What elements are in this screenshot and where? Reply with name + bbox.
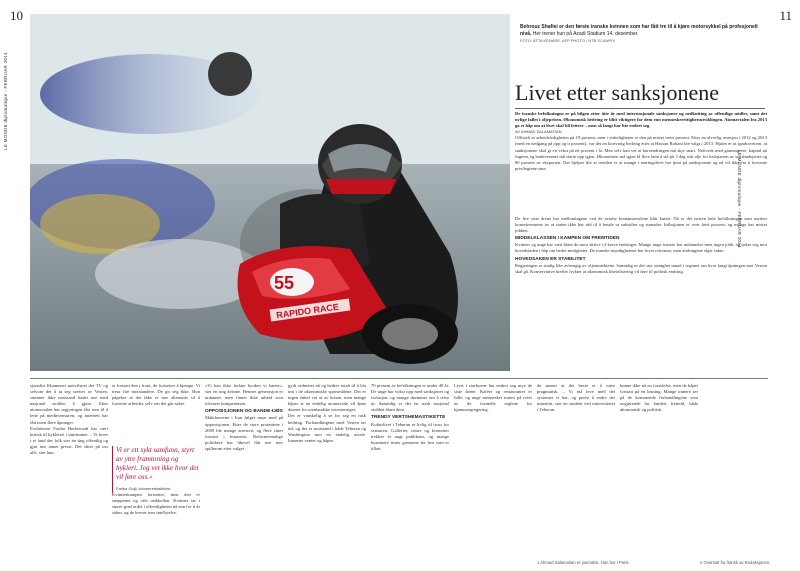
lower-text-7: gydt ordnetiet nå og hedrer totalt til å bla inn i de økonomiske spørsmålene. Det er ingen enkel vei ut av krisen, men mange håper at en endelig atomavtale vil åpne dørene for utenlandske investeringer.	[288, 383, 366, 413]
pull-quote-text: Vi er ett sykt samfunn, styrt av ytre framtoning og hykleri. Jeg vet ikke hvor det vil føre oss.»	[116, 446, 199, 481]
photo-illustration	[30, 14, 510, 371]
lower-text-6: Makthaverne i Iran følger nøye med på opposisjonen. Etter de store protestene i 2009 ble mange arrestert, og flere sitter fortsatt i husarrest. Reformvennlige politikere har likevel fått noe mer spillerom etter valget.	[205, 415, 283, 451]
lower-column-8	[620, 383, 698, 555]
page-number-right: 11	[779, 8, 792, 23]
footnote-2: 2 Oversatt fra fransk av Redaksjonen.	[700, 560, 771, 565]
section-divider	[30, 378, 768, 379]
caption-text: Her trener hun på Azadi Stadium 14. desember.	[532, 30, 639, 37]
subhead-1: MIDDELKLASSEN I KAMPEN OM FREMTIDEN	[515, 236, 620, 242]
lower-text-5: «Vi kan ikke forlate byrden vi bærer», sier en ung kvinne. Hennes generasjon er utdannet, men finner ikke arbeid som tilsvarer kompetansen.	[205, 383, 283, 407]
lower-column-1	[30, 383, 108, 563]
page-number-left: 10	[10, 8, 23, 23]
lower-text-4: Kvinneskampen fortsetter, men den er sneppenet og ofte usikkelbar. Kvinner tar i større grad ordet i offentligheten nå enn for ti år siden, og de krever mer innflytelse.	[112, 492, 200, 516]
lower-column-2	[112, 383, 200, 441]
lower-text-13: kunne ikke nå en forståelse, men de håpet fortsatt på en løsning. Mange iranere ser på de kommende forhandlingene som avgjørende for landets fremtid, både økonomisk og politisk.	[620, 383, 698, 413]
bike-number: 55	[273, 273, 295, 293]
article-byline: AV AHMAD SALAMATIAN	[515, 129, 562, 135]
lower-column-3	[205, 383, 283, 563]
lower-column-4	[288, 383, 366, 563]
lower-text-2: Forfatteren Fariba Hachtroudi har vært kritisk til hykleriet i samfunnet. – Vi lever i et land der folk sier én ting offentlig og gjør noe annet privat. Det sliter på oss alle, sier hun.	[30, 425, 108, 456]
lower-text-12: de mener at det beste er å være pragmatisk. – Vi må leve med det systemet vi har, og prøve å endre det innenfra, sier en student ved universitetet i Teheran.	[537, 383, 615, 413]
footnote-1: 1 Ahmad Salamatian er journalist. Han bor i Paris.	[537, 560, 630, 565]
subhead-3: OPPOSISJONEN OG BANDE-IJØS	[205, 409, 283, 415]
lower-text-10: Kulturlivet i Teheran er livlig til tross for sensuren. Gallerier, teatre og konserter trekker et ungt publikum, og mange kunstnere tester grensene for hva som er tillatt.	[371, 421, 449, 451]
lower-text-1: sjonalist Khamenei motvilsnet det TV og selvom det å ta seg uretter av Vesten, summer ikke motstand hadet noe med nasjonal stolthet å gjøre. Etter atomavtalen har regjeringen fått rom til å lette på mediesensuren, og internett har fått noen flere åpninger.	[30, 383, 108, 425]
article-body-1: Offisielt er arbeidsledigheten på 19 prosent, men i virkeligheten er den på mistet tretti prosent. Etter en alvorlig resesjon i 2012 og 2013 (med en nedgang på opp og ti prosent), var det en kortvarig bedring etter at Hassan Rohani ble valgt i 2013. Hjulet er ut sparkoveiern, at sanksjonene skal gi en vekst på ett prosent i år. Men selv han vet at kursendringen må skje snart. Nettverk med garnangrere, kapital nå fugtens og bankvesenet må starte opp igjen. Økonomien må igjen få flere bein å stå på. I dag står olje for halvparten av statsbudsjettet og 80 prosent av eksporten. Det hjelper lite at trenden er at mange i næringslivet har tjent på sanksjonene og nå vil ikke fra å forvente privilegiene sine.	[515, 135, 767, 171]
lower-column-5	[371, 383, 449, 563]
subhead-4: TRENDY VERTSHEMASTIKETTE	[371, 415, 446, 421]
vertical-publication-label-left: LE MONDE diplomatique - FEBRUAR 2014	[3, 52, 8, 150]
vertical-publication-label-right: LE MONDE diplomatique - FEBRUAR 2014	[737, 150, 743, 248]
subhead-2: HOVEDSAKEN ER STABILITET	[515, 256, 586, 262]
article-headline: Livet etter sanksjonene	[515, 80, 765, 109]
lower-text-8: Det er vanskelig å se for seg en rask bedring. Forhandlingene med Vesten tar tid, og det er motstand i både Teheran og Washington mot en endelig avtale. Iranerne venter og håper.	[288, 413, 366, 443]
lower-column-6	[454, 383, 532, 563]
pull-quote	[112, 446, 200, 493]
lower-text-9: 70 prosent av befolkningen er under 40 år. De unge har vokst opp med sanksjoner og isolasjon, og mange drømmer om å reise ut. Samtidig er det en sterk nasjonal stolthet blant dem.	[371, 383, 449, 413]
lower-text-11: Livet i storbyene har endret seg mye de siste årene. Kaféer og restauranter er fulle, og unge mennesker møtes på tvers av de formelle reglene for kjønnssegregering.	[454, 383, 532, 413]
motorcycle-photo	[30, 14, 510, 371]
article-lead-block	[515, 111, 767, 214]
pull-quote-source: Fariba Golji, kvinnerettsaktivist	[116, 486, 171, 491]
lower-column-2b	[112, 492, 200, 564]
lower-text-3: er fortsatt den i front, de fortsetter å kjempe. Vi treur fire motstandere. De gir seg ikke. Hun påpeker at det ikke er noe alternativ til å fortsette arbeidet, selv om det går sakte.	[112, 383, 200, 407]
article-lead: De iranske befolkningen er på bilgen etter åtte år med internasjonale sanksjoner og nedkutting av offentlige midler, samt det nylige fallet i oljeprisen. Økonomisk bedring er blitt viktigere for dem enn menneskerettighetsutviklingen. Atomavtalen fra 2013 ga et håp om at livet skal bli lettere – men så langt har lite endret seg.	[515, 111, 767, 129]
lower-column-7	[537, 383, 615, 555]
article-body-3: Kvinner og unge har vært blant de mest aktive i å kreve endringer. Mange unge iranere har utdannelse men ingen jobb, og søker seg mot hovedstaden i håp om bedre muligheter. De iranske myndighetene har lovet reformer, men endringene skjer sakte.	[515, 242, 767, 254]
article-body-4: Regjeringen er stadig like avhengig av oljeinntektene. Samtidig er det stor uenighet innad i regimet om hvor langt åpningen mot Vesten skal gå. Konservative krefter frykter at økonomisk liberalisering vil føre til politisk endring.	[515, 262, 767, 274]
article-body-2: De fire siste årene har mellomlagene ved de avtalte kontantavtalene blitt kuttet. Nå er det nesten hele befolkningen som merker konsekvensene av at staten ikke har råd til å betale ut subsidier og stønader. Inflasjonen er over førti prosent, og mange har mistet jobben.	[515, 216, 767, 234]
bike-label: RAPIDO RACE	[275, 301, 340, 321]
photo-credit: FOTO: ATTA KENARE, AFP PHOTO / NTB SCANPIX	[520, 38, 615, 43]
caption-bold: Behrouz Shafiei er den første iranske kvinnen som har fått tre til å kjøre motorsykkel på profesjonelt nivå.	[520, 24, 758, 37]
article-main-block	[515, 216, 767, 366]
photo-caption	[520, 24, 760, 45]
